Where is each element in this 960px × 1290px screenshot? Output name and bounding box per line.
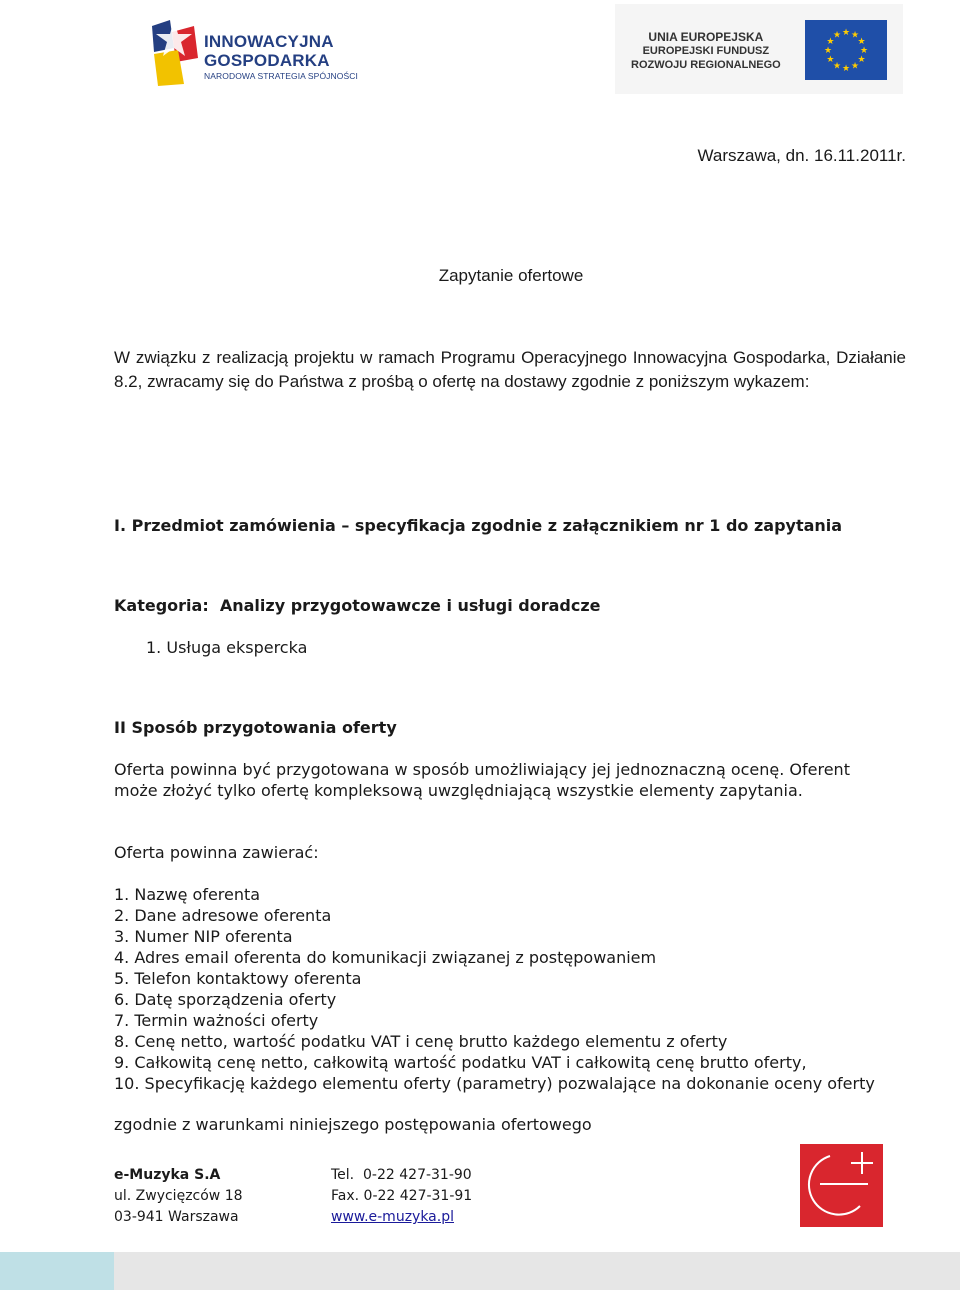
footer-contact	[331, 1165, 472, 1228]
eu-star-icon: ★	[841, 64, 851, 74]
footer-bar-accent	[0, 1252, 114, 1290]
list-item: 8. Cenę netto, wartość podatku VAT i cenę brutto każdego elementu z oferty	[114, 1032, 728, 1051]
list-item: 3. Numer NIP oferenta	[114, 927, 293, 946]
list-item: 2. Dane adresowe oferenta	[114, 906, 332, 925]
list-item: 5. Telefon kontaktowy oferenta	[114, 969, 362, 988]
eu-star-icon: ★	[841, 28, 851, 38]
offer-contents-heading: Oferta powinna zawierać:	[114, 843, 319, 862]
footer-fax: Fax. 0-22 427-31-91	[331, 1188, 473, 1204]
eu-star-icon: ★	[857, 55, 866, 65]
intro-paragraph: W związku z realizacją projektu w ramach Programu Operacyjnego Innowacyjna Gospodarka, Działanie 8.2, zwracamy się do Państwa z prośbą o ofertę na dostawy zgodnie z poniższym wykazem:	[114, 348, 906, 391]
ig-logo-line1: INNOWACYJNA	[204, 32, 334, 51]
e-muzyka-logo	[800, 1144, 883, 1227]
footer-bar	[114, 1252, 960, 1290]
category-item-1: 1. Usługa ekspercka	[146, 638, 308, 657]
e-plus-icon	[800, 1144, 883, 1227]
eu-star-icon: ★	[850, 30, 860, 41]
ue-logo-line2: EUROPEJSKI FUNDUSZ	[642, 45, 770, 57]
eu-star-icon: ★	[826, 55, 835, 65]
list-item: 7. Termin ważności oferty	[114, 1011, 319, 1030]
list-item: 6. Datę sporządzenia oferty	[114, 990, 337, 1009]
document-title: Zapytanie ofertowe	[438, 266, 584, 285]
innowacyjna-gospodarka-logo	[148, 18, 363, 88]
category-line: Kategoria: Analizy przygotowawcze i usługi doradcze	[114, 596, 601, 615]
footer-website-link[interactable]: www.e-muzyka.pl	[331, 1209, 454, 1225]
list-item: 1. Nazwę oferenta	[114, 885, 261, 904]
section-1-heading: I. Przedmiot zamówienia – specyfikacja zgodnie z załącznikiem nr 1 do zapytania	[114, 516, 843, 535]
list-item: 4. Adres email oferenta do komunikacji związanej z postępowaniem	[114, 948, 657, 967]
section-2-heading: II Sposób przygotowania oferty	[114, 718, 397, 737]
eu-star-icon: ★	[850, 61, 860, 72]
document-date: Warszawa, dn. 16.11.2011r.	[697, 146, 906, 165]
closing-line: zgodnie z warunkami niniejszego postępowania ofertowego	[114, 1115, 592, 1134]
list-item: 10. Specyfikację każdego elementu oferty (parametry) pozwalające na dokonanie oceny oferty	[114, 1074, 875, 1093]
footer-phone: Tel. 0-22 427-31-90	[331, 1167, 472, 1183]
eu-star-icon: ★	[859, 46, 869, 56]
eu-star-icon: ★	[832, 30, 842, 41]
eu-star-icon: ★	[823, 46, 833, 56]
footer-company-name: e-Muzyka S.A	[114, 1167, 221, 1183]
footer-city: 03-941 Warszawa	[114, 1209, 239, 1225]
ue-logo-line1: UNIA EUROPEJSKA	[648, 30, 764, 44]
list-item: 9. Całkowitą cenę netto, całkowitą wartość podatku VAT i całkowitą cenę brutto oferty,	[114, 1053, 807, 1072]
footer-street: ul. Zwycięzców 18	[114, 1188, 243, 1204]
eu-flag-icon	[805, 20, 887, 80]
ig-logo-line3: NARODOWA STRATEGIA SPÓJNOŚCI	[204, 71, 358, 81]
eu-star-icon: ★	[832, 61, 842, 72]
offer-requirements-paragraph: Oferta powinna być przygotowana w sposób umożliwiający jej jednoznaczną ocenę. Oferent może złożyć tylko ofertę kompleksową uwzględniającą wszystkie elementy zapytania.	[114, 760, 850, 800]
ig-emblem-icon	[148, 18, 204, 88]
unia-europejska-logo	[615, 4, 903, 94]
offer-contents-list	[114, 884, 894, 1094]
eu-star-icon: ★	[857, 37, 866, 47]
eu-star-icon: ★	[826, 37, 835, 47]
footer-address	[114, 1165, 243, 1228]
ue-logo-line3: ROZWOJU REGIONALNEGO	[631, 59, 781, 71]
ig-logo-line2: GOSPODARKA	[204, 51, 330, 70]
